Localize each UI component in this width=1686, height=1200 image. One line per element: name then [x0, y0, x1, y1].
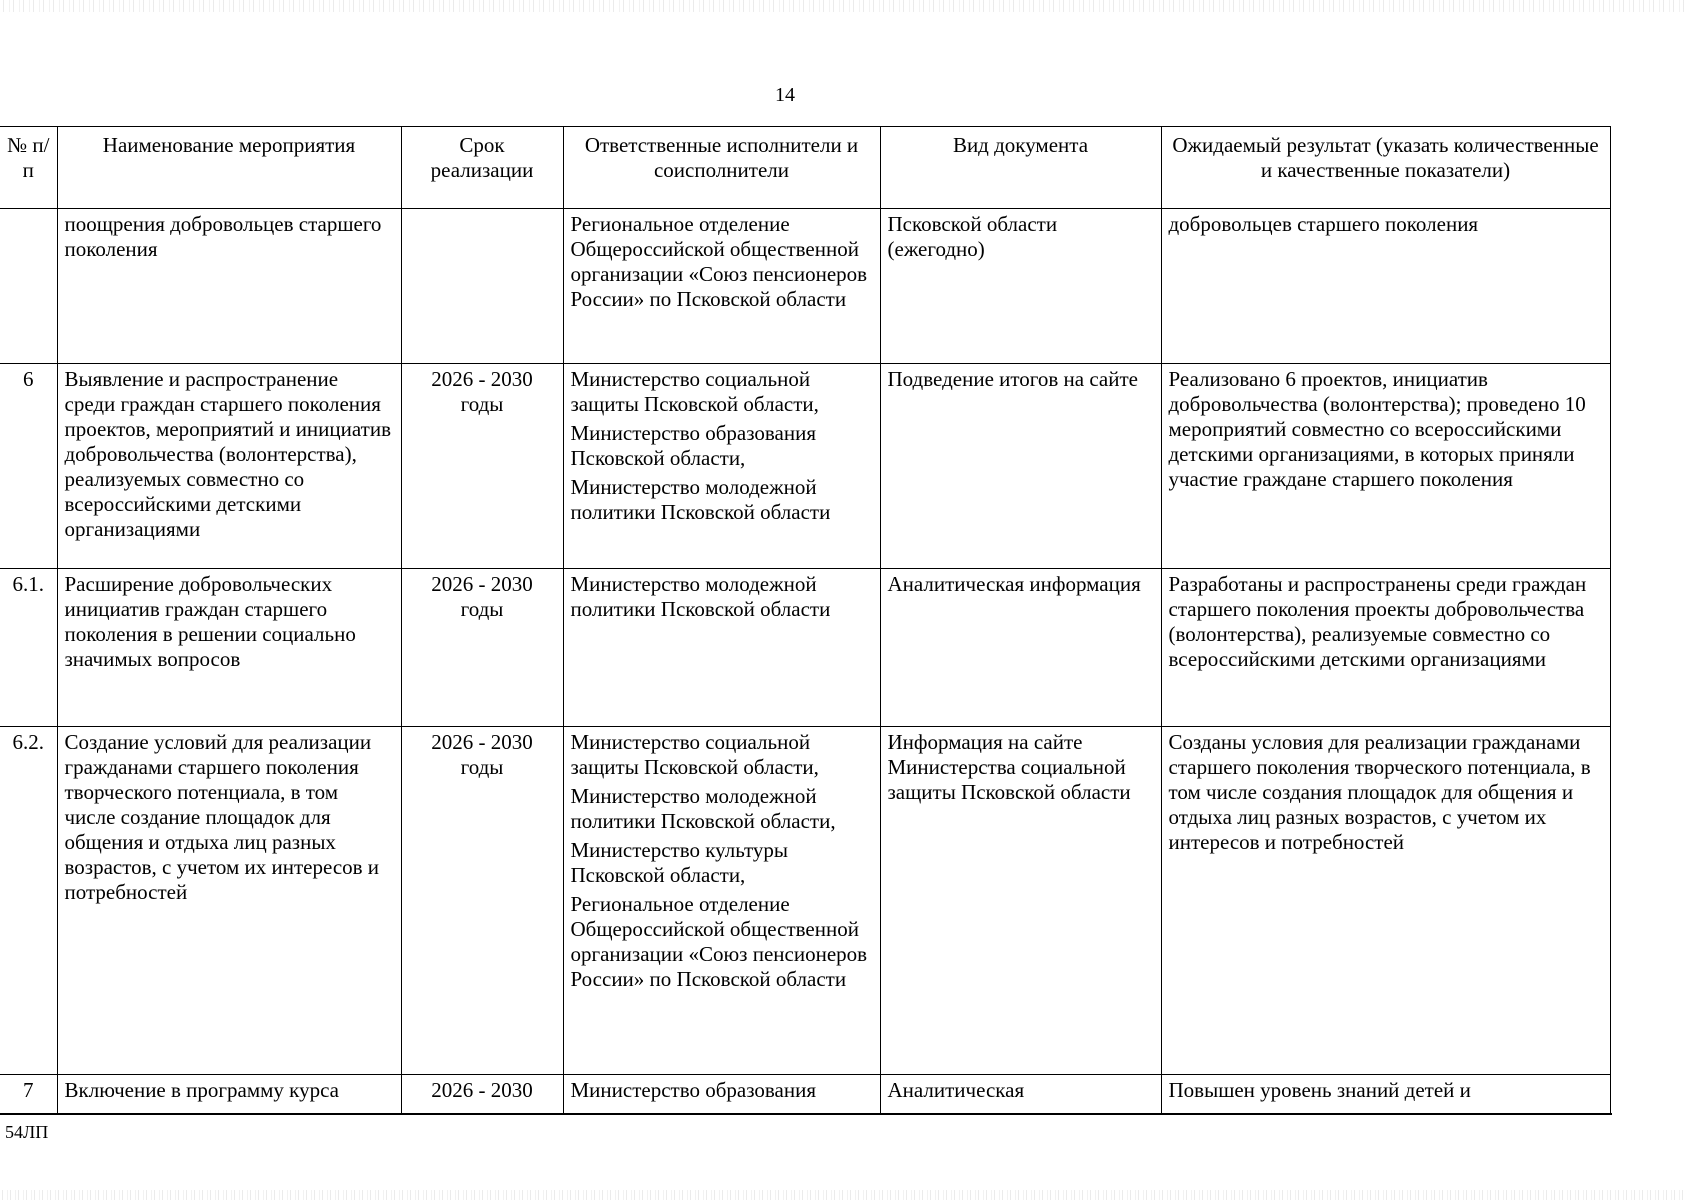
cell-result: Повышен уровень знаний детей и	[1161, 1075, 1610, 1115]
cell-result: Созданы условия для реализации гражданами старшего поколения творческого потенциала, в том числе создания площадок для общения и отдыха лиц разных возрастов, с учетом их интересов и потребностей	[1161, 727, 1610, 1075]
executor-item: Министерство молодежной политики Псковской области	[570, 572, 831, 621]
executor-item: Региональное отделение Общероссийской общественной организации «Союз пенсионеров России» по Псковской области	[570, 212, 868, 311]
header-executors: Ответственные исполнители и соисполнители	[563, 127, 880, 209]
cell-executors	[563, 209, 880, 364]
scan-edge-top	[0, 0, 1686, 12]
cell-term: 2026 - 2030 годы	[401, 364, 563, 569]
cell-executors	[563, 364, 880, 569]
cell-result: Разработаны и распространены среди граждан старшего поколения проекты добровольчества (волонтерства), реализуемые совместно со всероссийскими детскими организациями	[1161, 569, 1610, 727]
executor-item: Министерство образования Псковской области,	[570, 421, 816, 470]
cell-name: Выявление и распространение среди граждан старшего поколения проектов, мероприятий и инициатив добровольчества (волонтерства), реализуемых совместно со всероссийскими детскими организациями	[57, 364, 401, 569]
cell-doc-type: Информация на сайте Министерства социальной защиты Псковской области	[880, 727, 1161, 1075]
header-doc-type: Вид документа	[880, 127, 1161, 209]
cell-name: Расширение добровольческих инициатив граждан старшего поколения в решении социально значимых вопросов	[57, 569, 401, 727]
cell-doc-type: Аналитическая	[880, 1075, 1161, 1115]
cell-name: Создание условий для реализации гражданами старшего поколения творческого потенциала, в том числе создание площадок для общения и отдыха лиц разных возрастов, с учетом их интересов и потребностей	[57, 727, 401, 1075]
table-header	[0, 127, 1610, 209]
cell-executors	[563, 569, 880, 727]
scan-edge-bottom	[0, 1190, 1686, 1200]
cell-term: 2026 - 2030 годы	[401, 727, 563, 1075]
cell-num: 6.2.	[0, 727, 57, 1075]
cell-term	[401, 209, 563, 364]
cell-term: 2026 - 2030	[401, 1075, 563, 1115]
cell-num	[0, 209, 57, 364]
table-body	[0, 209, 1610, 1115]
table-row	[0, 727, 1610, 1075]
executor-item: Министерство культуры Псковской области,	[570, 838, 788, 887]
table-row	[0, 1075, 1610, 1115]
table-row	[0, 569, 1610, 727]
header-num: № п/п	[0, 127, 57, 209]
header-result: Ожидаемый результат (указать количественные и качественные показатели)	[1161, 127, 1610, 209]
executor-item: Министерство молодежной политики Псковской области,	[570, 784, 836, 833]
cell-term: 2026 - 2030 годы	[401, 569, 563, 727]
cell-executors	[563, 727, 880, 1075]
header-term: Срок реализации	[401, 127, 563, 209]
executor-item: Региональное отделение Общероссийской общественной организации «Союз пенсионеров России» по Псковской области	[570, 892, 868, 991]
table-viewport	[0, 126, 1612, 1115]
cell-result: добровольцев старшего поколения	[1161, 209, 1610, 364]
cell-executors	[563, 1075, 880, 1115]
cell-doc-type: Подведение итогов на сайте	[880, 364, 1161, 569]
cell-result: Реализовано 6 проектов, инициатив добровольчества (волонтерства); проведено 10 мероприятий совместно со всероссийскими детскими организациями, в которых приняли участие граждане старшего поколения	[1161, 364, 1610, 569]
table-row	[0, 209, 1610, 364]
footer-code: 54ЛП	[5, 1122, 49, 1142]
executor-item: Министерство образования	[570, 1078, 816, 1102]
header-name: Наименование мероприятия	[57, 127, 401, 209]
executor-item: Министерство социальной защиты Псковской области,	[570, 730, 819, 779]
cell-name: поощрения добровольцев старшего поколения	[57, 209, 401, 364]
cell-name: Включение в программу курса	[57, 1075, 401, 1115]
executor-item: Министерство социальной защиты Псковской области,	[570, 367, 819, 416]
table-header-row	[0, 127, 1610, 209]
executor-item: Министерство молодежной политики Псковской области	[570, 475, 831, 524]
table-row	[0, 364, 1610, 569]
cell-doc-type: Аналитическая информация	[880, 569, 1161, 727]
cell-num: 6.1.	[0, 569, 57, 727]
cell-doc-type: Псковской области (ежегодно)	[880, 209, 1161, 364]
page-number: 14	[775, 84, 795, 106]
measures-table	[0, 126, 1611, 1115]
cell-num: 6	[0, 364, 57, 569]
cell-num: 7	[0, 1075, 57, 1115]
